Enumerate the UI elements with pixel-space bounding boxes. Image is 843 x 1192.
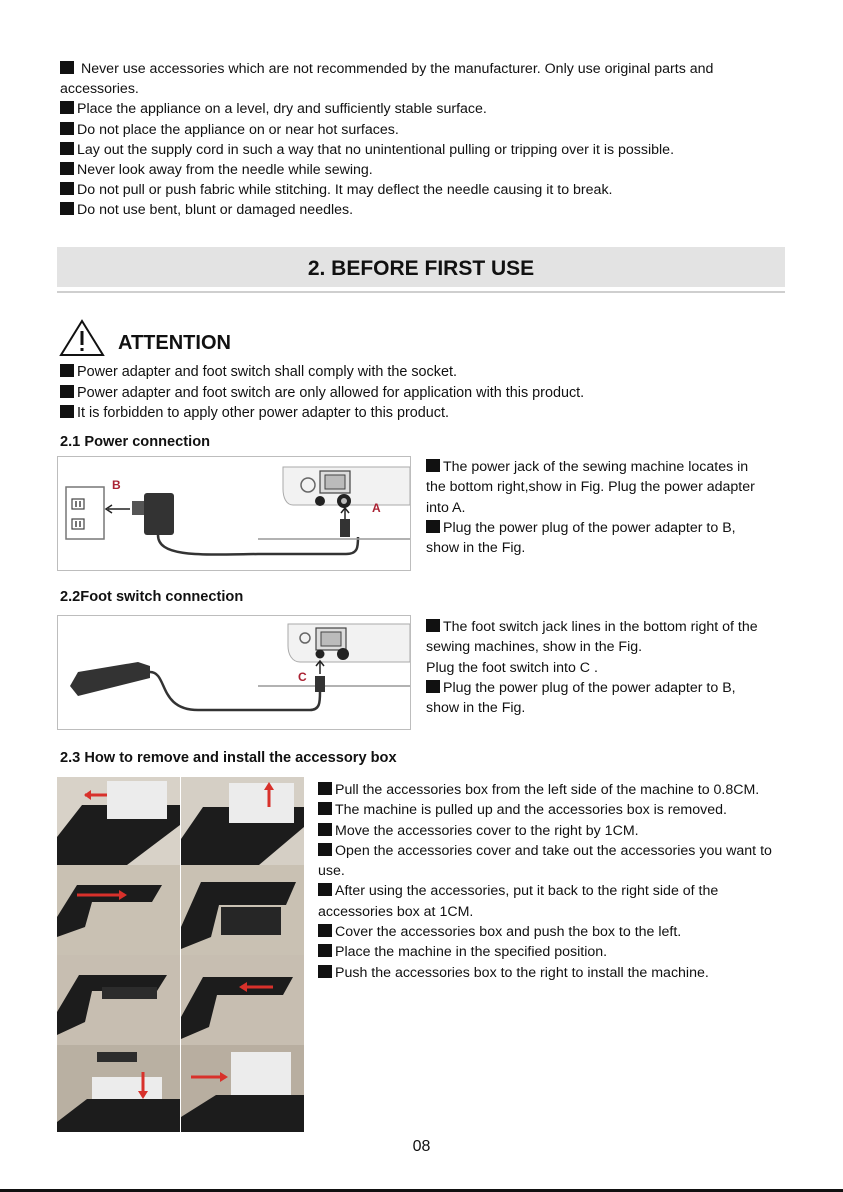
attention-list — [60, 362, 780, 424]
bullet-square-icon — [60, 364, 74, 377]
warning-triangle-icon — [58, 318, 106, 358]
bullet-square-icon — [426, 619, 440, 632]
foot-item: Plug the foot switch into C . — [426, 659, 598, 676]
accessory-photos-left — [57, 777, 180, 1132]
bullet-square-icon — [318, 965, 332, 978]
bullet-square-icon — [318, 944, 332, 957]
bullet-square-icon — [426, 459, 440, 472]
safety-item: Never look away from the needle while sewing. — [60, 160, 790, 180]
safety-item: Never use accessories which are not recommended by the manufacturer. Only use original parts and accessories. — [60, 61, 714, 98]
bullet-square-icon — [60, 385, 74, 398]
bullet-square-icon — [318, 802, 332, 815]
accessory-text — [318, 780, 778, 983]
accessory-item: Cover the accessories box and push the box to the left. — [318, 922, 778, 942]
page-number: 08 — [412, 1138, 431, 1155]
foot-heading: 2.2Foot switch connection — [60, 589, 244, 605]
accessory-photos-right-illustration — [181, 777, 304, 1132]
bullet-square-icon — [60, 61, 74, 74]
bullet-square-icon — [60, 101, 74, 114]
accessory-photos-right — [181, 777, 304, 1132]
accessory-photos-left-illustration — [57, 777, 180, 1132]
foot-text — [426, 617, 771, 718]
bullet-square-icon — [318, 843, 332, 856]
power-heading: 2.1 Power connection — [60, 434, 211, 450]
label-b: B — [112, 478, 121, 492]
foot-switch-figure — [57, 615, 411, 730]
label-c: C — [298, 670, 307, 684]
bullet-square-icon — [426, 680, 440, 693]
accessory-item: Pull the accessories box from the left side of the machine to 0.8CM. — [318, 780, 778, 800]
power-diagram-illustration — [58, 457, 410, 570]
bullet-square-icon — [426, 520, 440, 533]
attention-item: It is forbidden to apply other power adapter to this product. — [60, 403, 780, 424]
bullet-square-icon — [318, 823, 332, 836]
section-title: 2. BEFORE FIRST USE — [57, 247, 785, 287]
safety-item: Do not place the appliance on or near hot surfaces. — [60, 120, 790, 140]
bullet-square-icon — [60, 202, 74, 215]
attention-item: Power adapter and foot switch shall comply with the socket. — [60, 362, 780, 383]
label-a: A — [372, 501, 381, 515]
safety-item: Lay out the supply cord in such a way that no unintentional pulling or tripping over it is possible. — [60, 140, 790, 160]
accessory-item: After using the accessories, put it back to the right side of the accessories box at 1CM. — [318, 883, 719, 920]
accessory-item: Open the accessories cover and take out the accessories you want to use. — [318, 842, 772, 880]
safety-list — [60, 59, 790, 221]
safety-item: Do not use bent, blunt or damaged needles. — [60, 200, 790, 220]
accessory-item: Move the accessories cover to the right by 1CM. — [318, 821, 778, 841]
accessory-item: Place the machine in the specified position. — [318, 942, 778, 962]
bullet-square-icon — [318, 924, 332, 937]
accessory-item: Push the accessories box to the right to install the machine. — [318, 963, 778, 983]
foot-switch-illustration — [58, 616, 410, 729]
accessory-item: The machine is pulled up and the accessories box is removed. — [318, 800, 778, 820]
power-item: The power jack of the sewing machine locates in the bottom right,show in Fig. Plug the power adapter into A. — [426, 459, 755, 516]
bullet-square-icon — [60, 405, 74, 418]
bullet-square-icon — [60, 122, 74, 135]
section-divider — [57, 291, 785, 293]
power-text — [426, 457, 771, 558]
bullet-square-icon — [60, 142, 74, 155]
power-item: Plug the power plug of the power adapter to B, show in the Fig. — [426, 519, 736, 557]
safety-item: Place the appliance on a level, dry and sufficiently stable surface. — [60, 99, 790, 119]
bullet-square-icon — [318, 883, 332, 896]
foot-item: Plug the power plug of the power adapter to B, show in the Fig. — [426, 679, 736, 717]
bullet-square-icon — [318, 782, 332, 795]
bullet-square-icon — [60, 162, 74, 175]
attention-item: Power adapter and foot switch are only allowed for application with this product. — [60, 383, 780, 404]
foot-item: The foot switch jack lines in the bottom right of the sewing machines, show in the Fig. — [426, 619, 758, 656]
bullet-square-icon — [60, 182, 74, 195]
attention-title: ATTENTION — [118, 332, 231, 354]
accessory-heading: 2.3 How to remove and install the accessory box — [60, 750, 397, 766]
safety-item: Do not pull or push fabric while stitching. It may deflect the needle causing it to break. — [60, 180, 790, 200]
power-connection-figure — [57, 456, 411, 571]
